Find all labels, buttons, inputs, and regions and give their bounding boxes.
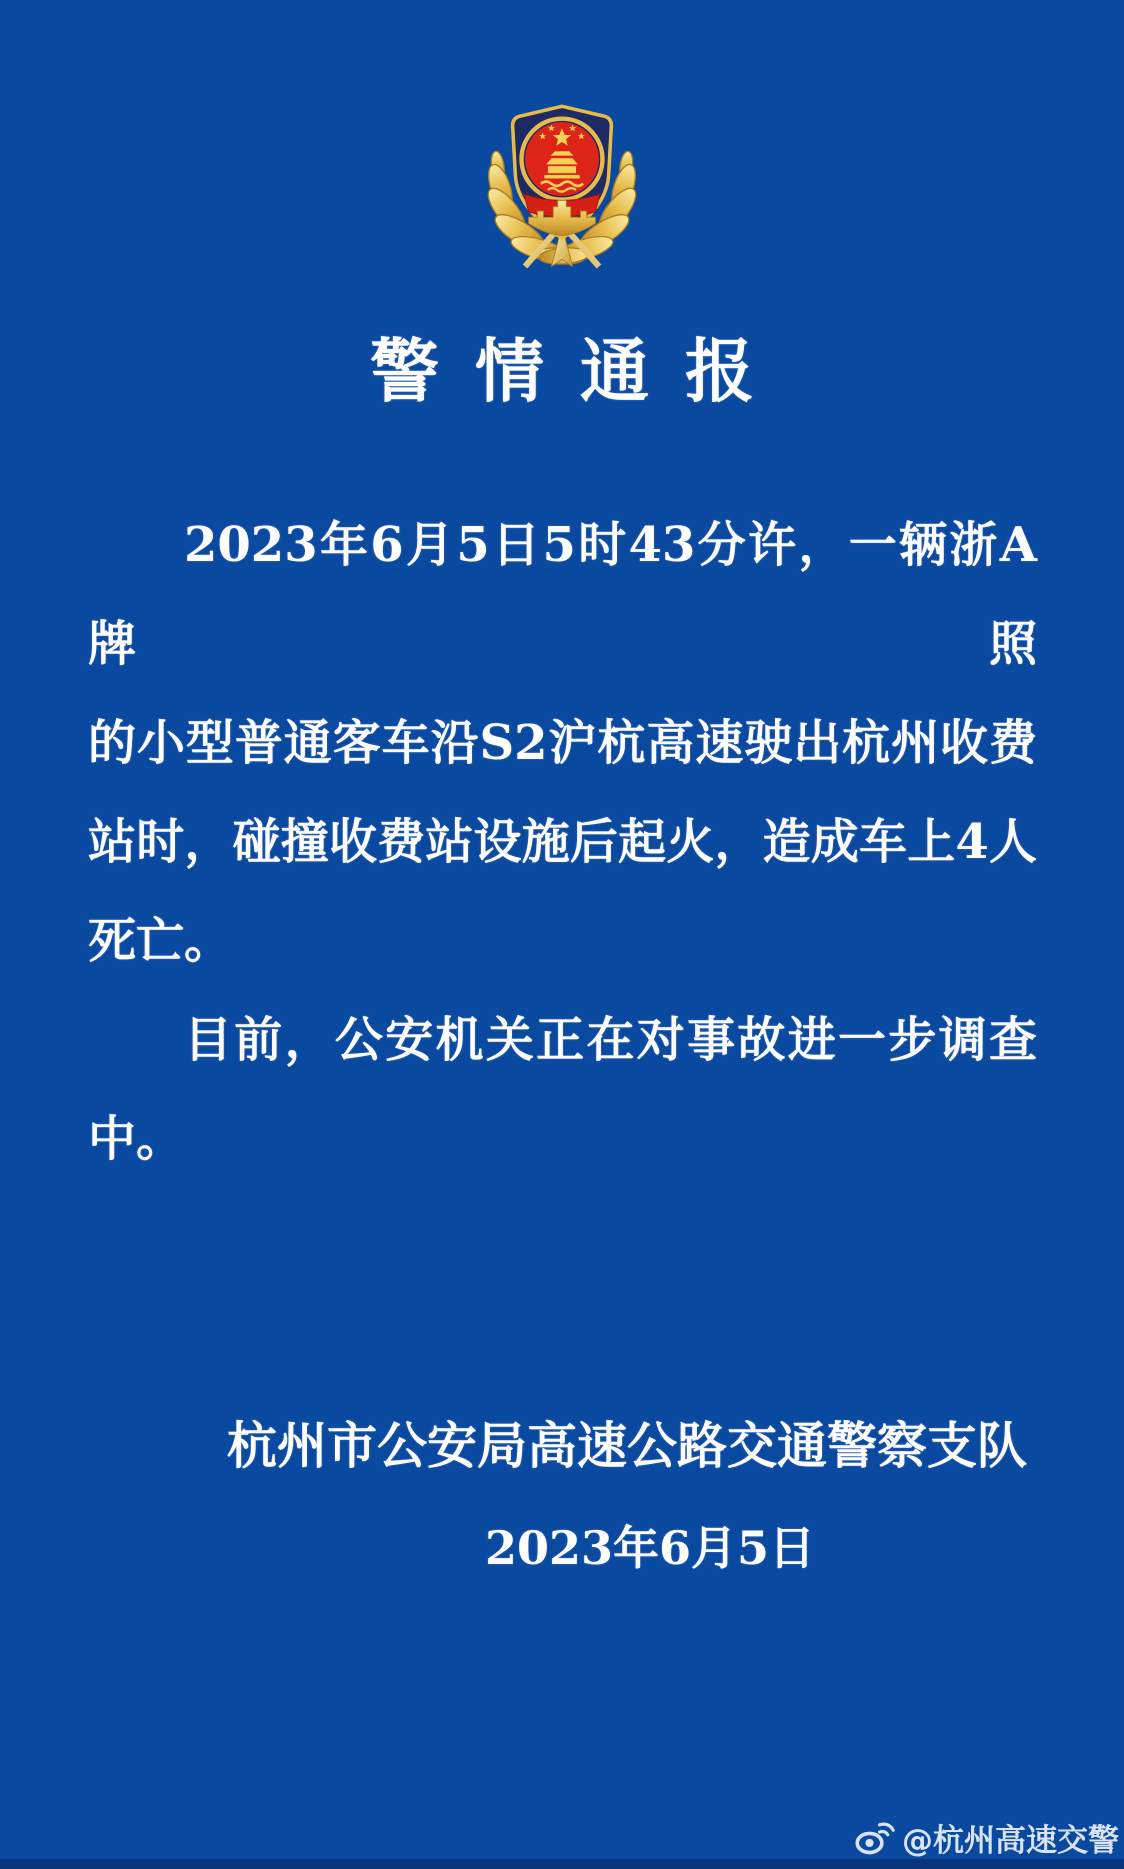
- police-badge-icon: [474, 94, 650, 270]
- body-line: 站时，碰撞收费站设施后起火，造成车上4人: [88, 814, 1037, 870]
- body-line: 的小型普通客车沿S2沪杭高速驶出杭州收费: [88, 715, 1037, 771]
- bottom-edge-shade: [0, 1859, 1124, 1869]
- body-line: 2023年6月5日5时43分许，一辆浙A牌照: [88, 517, 1037, 672]
- body-line: 死亡。: [88, 913, 233, 969]
- notice-title: 警情通报: [370, 331, 790, 412]
- watermark-handle: @杭州高速交警: [902, 1823, 1119, 1859]
- body-line: 中。: [88, 1111, 185, 1167]
- signature-date: 2023年6月5日: [484, 1521, 815, 1575]
- watermark: [855, 1815, 1119, 1860]
- body-line: 目前，公安机关正在对事故进一步调查: [184, 1012, 1037, 1068]
- signature-organization: 杭州市公安局高速公路交通警察支队: [227, 1416, 1027, 1475]
- notice-body: [88, 496, 1037, 1189]
- weibo-icon: [855, 1820, 895, 1855]
